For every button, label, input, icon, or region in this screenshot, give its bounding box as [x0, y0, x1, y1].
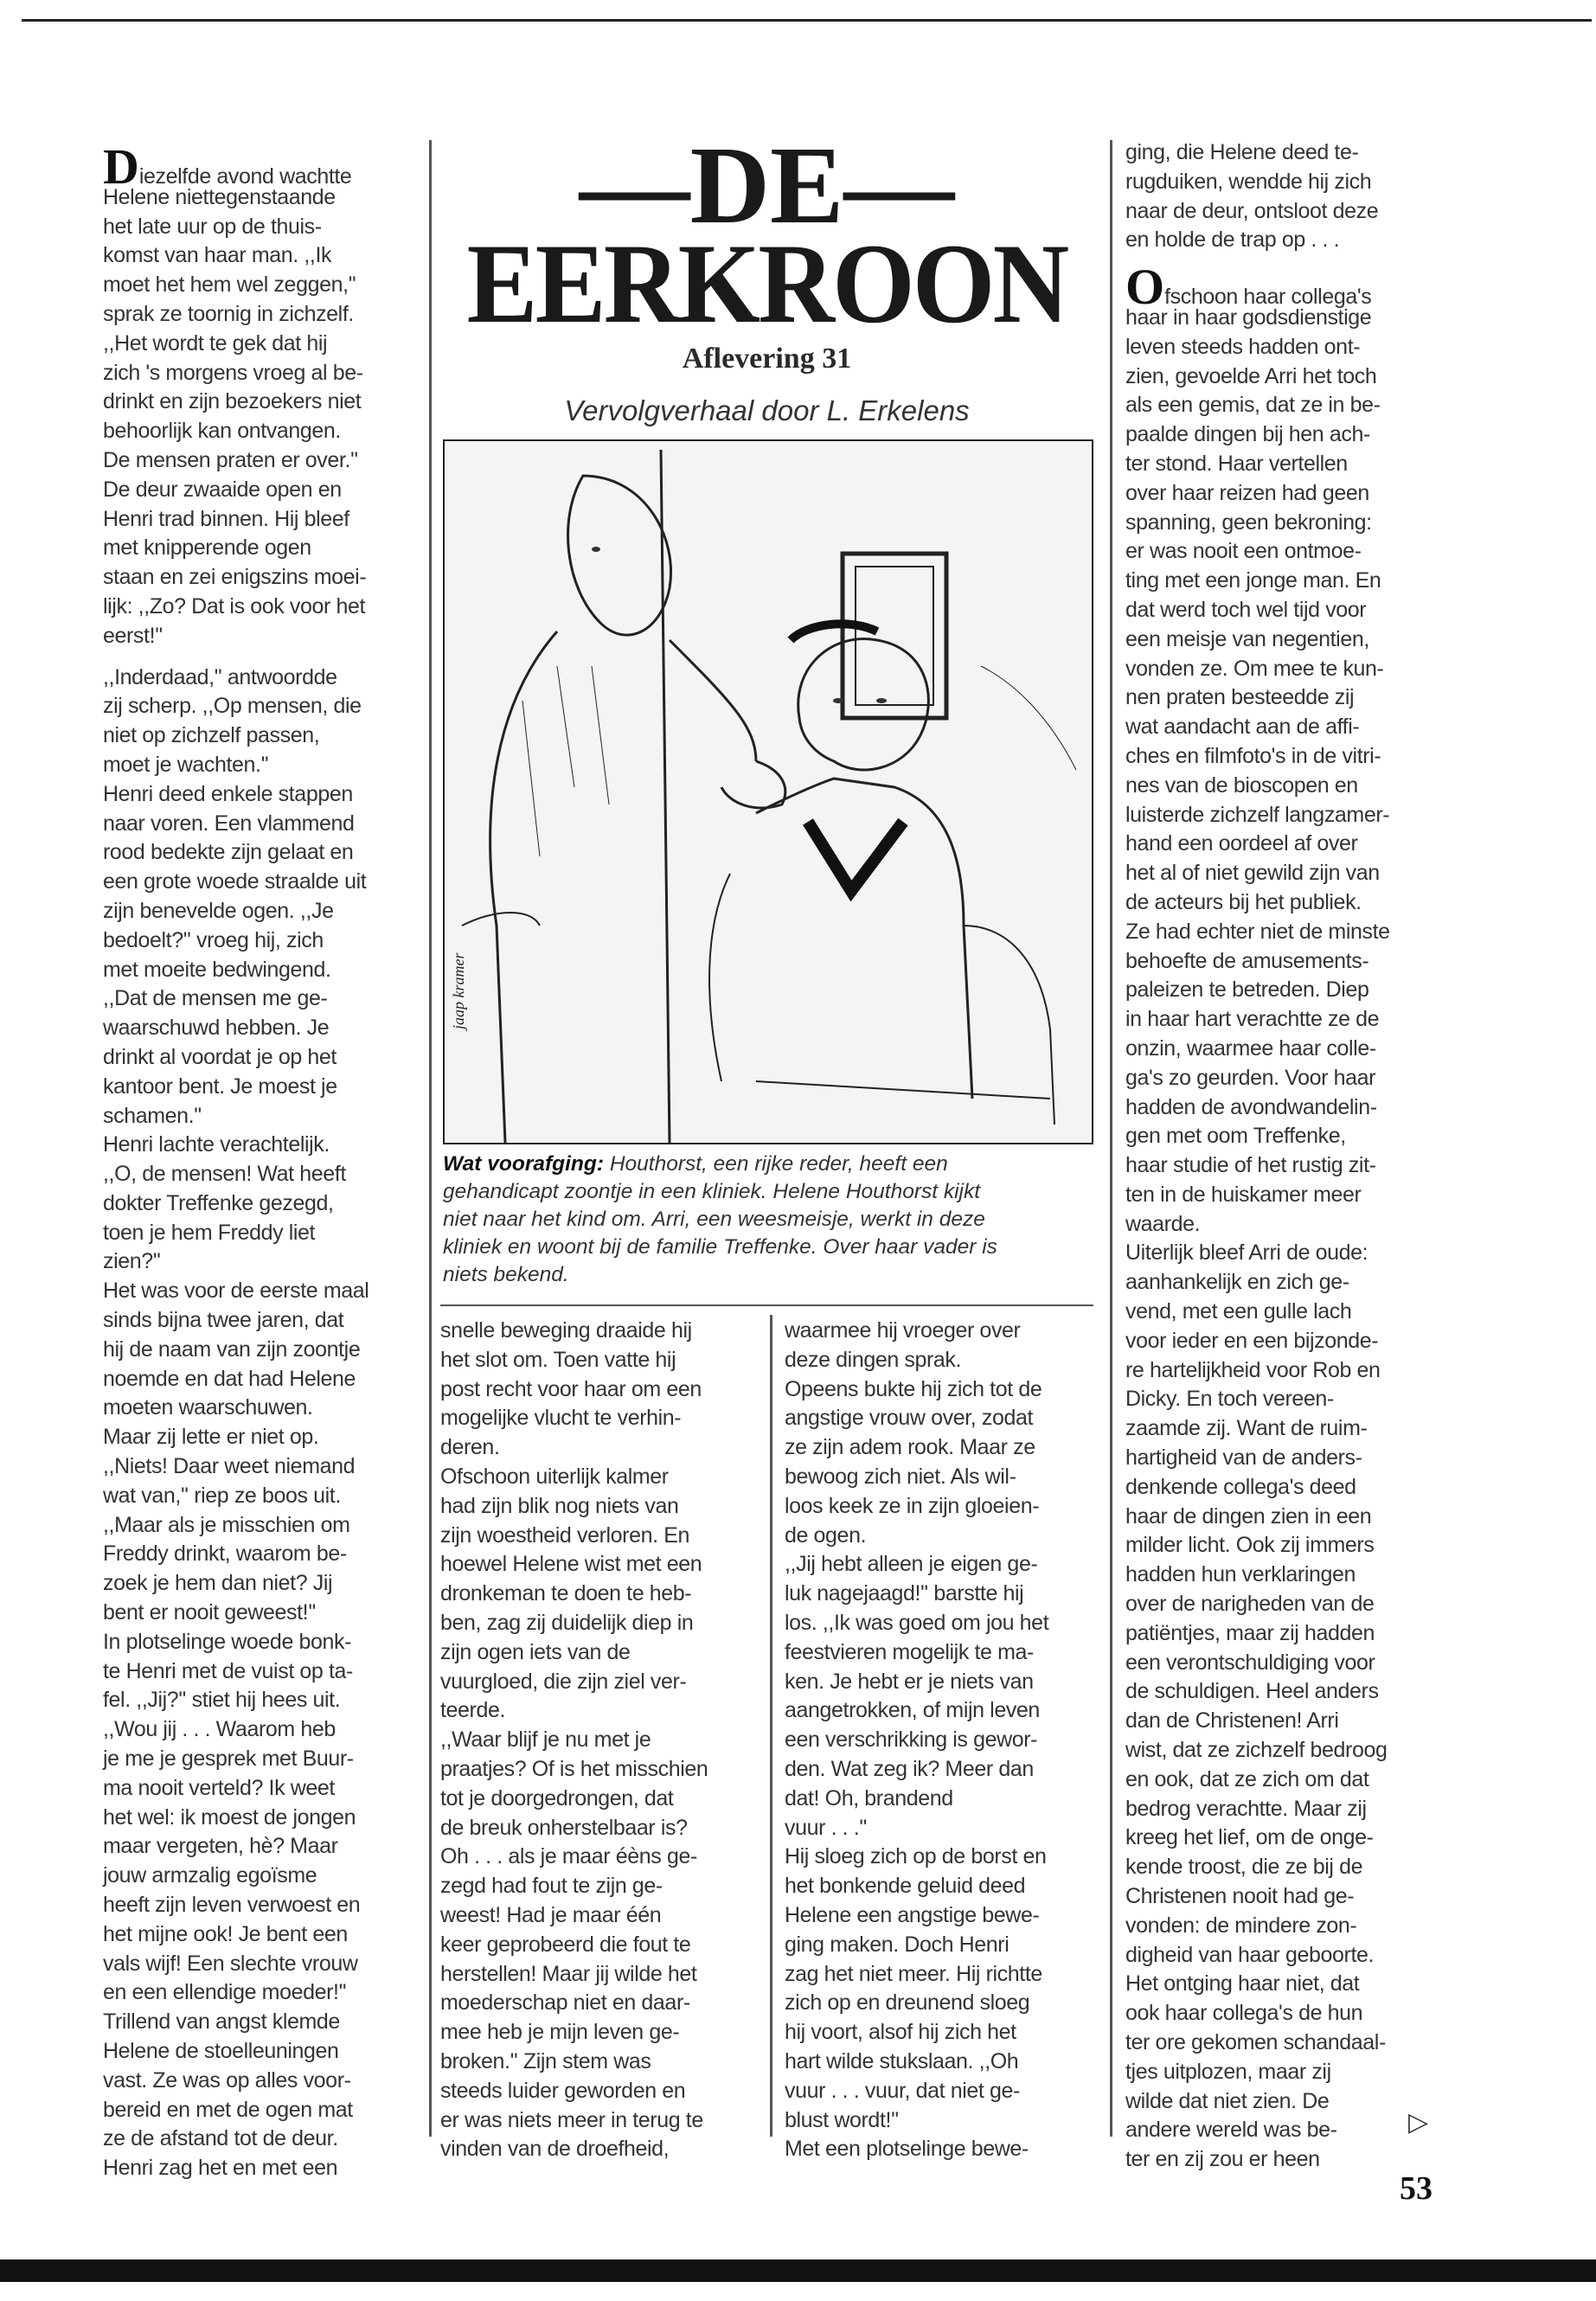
- text-line: moet je wachten.'': [103, 752, 269, 777]
- text-line: herstellen! Maar jij wilde het: [440, 1961, 697, 1986]
- text-line: luisterde zichzelf langzamer-: [1125, 802, 1390, 827]
- text-line: Helene niettegenstaande: [103, 184, 336, 209]
- text-line: Opeens bukte hij zich tot de: [785, 1376, 1042, 1401]
- text-line: bereid en met de ogen mat: [103, 2097, 353, 2122]
- text-line: er was nooit een ontmoe-: [1125, 539, 1362, 564]
- text-line: praatjes? Of is het misschien: [440, 1756, 708, 1781]
- text-line: vuur . . . vuur, dat niet ge-: [785, 2078, 1020, 2103]
- text-line: digheid van haar geboorte.: [1125, 1942, 1375, 1967]
- text-line: rood bedekte zijn gelaat en: [103, 840, 354, 865]
- text-line: het slot om. Toen vatte hij: [440, 1347, 676, 1372]
- drop-cap: O: [1125, 259, 1165, 316]
- text-line: nen praten besteedde zij: [1125, 685, 1355, 710]
- text-line: hand een oordeel af over: [1125, 831, 1358, 856]
- text-line: hadden hun verklaringen: [1125, 1562, 1356, 1587]
- text-line: Hij sloeg zich op de borst en: [785, 1844, 1047, 1869]
- text-line: zich 's morgens vroeg al be-: [103, 360, 363, 385]
- text-line: te Henri met de vuist op ta-: [103, 1658, 353, 1683]
- column-divider: [429, 140, 432, 2137]
- text-line: Henri lachte verachtelijk.: [103, 1132, 330, 1157]
- text-line: een verontschuldiging voor: [1125, 1650, 1375, 1675]
- text-line: vuur . . .'': [785, 1815, 868, 1840]
- artist-signature: jaap kramer: [450, 952, 467, 1029]
- text-line: dokter Treffenke gezegd,: [103, 1190, 334, 1215]
- text-line: loos keek ze in zijn gloeien-: [785, 1493, 1040, 1518]
- text-line: paleizen te betreden. Diep: [1125, 977, 1369, 1003]
- text-line: ga's zo geurden. Voor haar: [1125, 1065, 1376, 1090]
- text-line: ,,Wou jij . . . Waarom heb: [103, 1717, 336, 1742]
- text-line: bent er nooit geweest!'': [103, 1600, 316, 1625]
- drop-cap: D: [103, 138, 139, 195]
- story-recap-caption: [443, 1150, 1093, 1289]
- caption-line: niets bekend.: [443, 1263, 569, 1286]
- text-line: zij scherp. ,,Op mensen, die: [103, 694, 362, 719]
- bottom-border-bar: [0, 2259, 1596, 2282]
- text-line: teerde.: [440, 1698, 506, 1723]
- text-line: deren.: [440, 1435, 500, 1460]
- text-line: wat aandacht aan de affi-: [1125, 715, 1360, 740]
- text-line: tot je doorgedrongen, dat: [440, 1785, 674, 1811]
- text-line: er was niets meer in terug te: [440, 2107, 703, 2132]
- title-de: —DE—: [579, 124, 955, 247]
- text-line: post recht voor haar om een: [440, 1376, 702, 1401]
- text-line: hartigheid van de anders-: [1125, 1445, 1362, 1471]
- text-line: maar vergeten, hè? Maar: [103, 1834, 338, 1859]
- text-line: vals wijf! Een slechte vrouw: [103, 1951, 358, 1976]
- text-line: ,,Waar blijf je nu met je: [440, 1727, 651, 1753]
- text-line: haar de dingen zien in een: [1125, 1503, 1372, 1529]
- text-line: dat werd toch wel tijd voor: [1125, 597, 1367, 622]
- story-illustration: [443, 439, 1093, 1144]
- text-line: behoefte de amusements-: [1125, 948, 1369, 973]
- text-line: de breuk onherstelbaar is?: [440, 1815, 688, 1840]
- text-line: in haar hart verachtte ze de: [1125, 1007, 1380, 1032]
- text-line: ze zijn adem rook. Maar ze: [785, 1435, 1035, 1460]
- text-line: kende troost, die ze bij de: [1125, 1855, 1363, 1880]
- text-line: wist, dat ze zichzelf bedroog: [1125, 1738, 1388, 1763]
- text-line: Met een plotselinge bewe-: [785, 2137, 1029, 2162]
- text-line: dronkeman te doen te heb-: [440, 1581, 692, 1606]
- text-line: onzin, waarmee haar colle-: [1125, 1035, 1376, 1061]
- text-line: dan de Christenen! Arri: [1125, 1708, 1339, 1734]
- text-line: een grote woede straalde uit: [103, 869, 367, 894]
- text-line: ting met een jonge man. En: [1125, 568, 1381, 593]
- text-line: Henri deed enkele stappen: [103, 781, 353, 806]
- text-line: los. ,,Ik was goed om jou het: [785, 1610, 1049, 1635]
- caption-line: gehandicapt zoontje in een kliniek. Helene Houthorst kijkt: [443, 1180, 981, 1203]
- text-line: Helene de stoelleuningen: [103, 2039, 339, 2063]
- title-eerkroon: EERKROON: [466, 220, 1067, 347]
- text-line: moet het hem wel zeggen,'': [103, 272, 356, 298]
- text-line: ten in de huiskamer meer: [1125, 1182, 1362, 1207]
- text-line: het bonkende geluid deed: [785, 1874, 1026, 1899]
- text-line: hij voort, alsof hij zich het: [785, 2020, 1016, 2045]
- text-line: steeds luider geworden en: [440, 2078, 686, 2103]
- byline: Vervolgverhaal door L. Erkelens: [564, 394, 970, 426]
- text-line: en een ellendige moeder!'': [103, 1980, 347, 2005]
- text-line: zich op en dreunend sloeg: [785, 1990, 1030, 2016]
- text-line: zien, gevoelde Arri het toch: [1125, 363, 1377, 388]
- text-line: iezelfde avond wachtte: [138, 164, 352, 189]
- text-line: Trillend van angst klemde: [103, 2009, 340, 2035]
- text-line: de schuldigen. Heel anders: [1125, 1679, 1379, 1704]
- text-line: mee heb je mijn leven ge-: [440, 2020, 680, 2045]
- text-line: met moeite bedwingend.: [103, 957, 331, 982]
- text-line: over de narigheden van de: [1125, 1592, 1375, 1617]
- text-line: zijn benevelde ogen. ,,Je: [103, 898, 334, 923]
- text-line: zijn woestheid verloren. En: [440, 1522, 689, 1548]
- text-line: zijn ogen iets van de: [440, 1639, 631, 1664]
- text-line: bewoog zich niet. Als wil-: [785, 1464, 1016, 1489]
- text-line: hoewel Helene wist met een: [440, 1552, 702, 1577]
- text-line: vuurgloed, die zijn ziel ver-: [440, 1669, 687, 1694]
- text-line: kreeg het lief, om de onge-: [1125, 1825, 1374, 1850]
- text-line: ter stond. Haar vertellen: [1125, 451, 1348, 476]
- text-line: het al of niet gewild zijn van: [1125, 861, 1380, 886]
- text-line: als een gemis, dat ze in be-: [1125, 393, 1381, 418]
- text-line: sinds bijna twee jaren, dat: [103, 1308, 344, 1333]
- text-line: behoorlijk kan ontvangen.: [103, 419, 341, 444]
- text-line: Uiterlijk bleef Arri de oude:: [1125, 1240, 1368, 1266]
- text-line: paalde dingen bij hen ach-: [1125, 422, 1370, 447]
- caption-line: niet naar het kind om. Arri, een weesmeisje, werkt in deze: [443, 1208, 985, 1231]
- text-line: ,,Inderdaad,'' antwoordde: [103, 664, 337, 689]
- text-line: jouw armzalig egoïsme: [103, 1863, 317, 1888]
- text-line: De mensen praten er over.'': [103, 447, 358, 472]
- text-line: zegd had fout te zijn ge-: [440, 1874, 663, 1899]
- text-line: snelle beweging draaide hij: [440, 1318, 692, 1343]
- text-line: aangetrokken, of mijn leven: [785, 1698, 1040, 1723]
- text-line: Oh . . . als je maar éèns ge-: [440, 1844, 697, 1869]
- top-border-rule: [22, 19, 1592, 22]
- text-line: vend, met een gulle lach: [1125, 1299, 1352, 1324]
- text-line: nes van de bioscopen en: [1125, 772, 1358, 798]
- text-line: staan en zei enigszins moei-: [103, 565, 367, 590]
- text-line: ben, zag zij duidelijk diep in: [440, 1610, 694, 1635]
- caption-line: Houthorst, een rijke reder, heeft een: [604, 1152, 948, 1176]
- text-line: fschoon haar collega's: [1164, 285, 1372, 310]
- text-line: niet op zichzelf passen,: [103, 723, 320, 748]
- text-line: hart wilde stukslaan. ,,Oh: [785, 2048, 1019, 2073]
- text-line: vinden van de droefheid,: [440, 2137, 670, 2162]
- text-line: een verschrikking is gewor-: [785, 1727, 1038, 1753]
- text-line: keer geprobeerd die fout te: [440, 1932, 691, 1957]
- text-line: Het ontging haar niet, dat: [1125, 1971, 1360, 1997]
- continue-arrow-icon: ▷: [1408, 2108, 1429, 2137]
- text-line: feestvieren mogelijk te ma-: [785, 1639, 1034, 1664]
- text-line: komst van haar man. ,,Ik: [103, 243, 332, 268]
- text-line: moeten waarschuwen.: [103, 1395, 313, 1420]
- text-line: kantoor bent. Je moest je: [103, 1074, 337, 1099]
- article-column-3: [785, 1317, 1048, 2164]
- text-line: ,,Niets! Daar weet niemand: [103, 1454, 356, 1479]
- illustration-drawing: [445, 441, 1092, 1143]
- text-line: ter en zij zou er heen: [1125, 2147, 1320, 2172]
- text-line: schamen.'': [103, 1103, 202, 1128]
- text-line: moederschap niet en daar-: [440, 1990, 690, 2016]
- text-line: [1125, 259, 1390, 316]
- text-line: met knipperende ogen: [103, 535, 311, 561]
- caption-line: kliniek en woont bij de familie Treffenke. Over haar vader is: [443, 1235, 997, 1259]
- text-line: mogelijke vlucht te verhin-: [440, 1406, 682, 1431]
- text-line: voor ieder en een bijzonde-: [1125, 1328, 1379, 1353]
- text-line: weest! Had je maar één: [440, 1902, 662, 1927]
- caption-divider: [440, 1304, 1093, 1306]
- text-line: een meisje van negentien,: [1125, 626, 1369, 651]
- text-line: luk nagejaagd!'' barstte hij: [785, 1581, 1024, 1606]
- text-line: vonden: de mindere zon-: [1125, 1913, 1357, 1938]
- text-line: vonden ze. Om mee te kun-: [1125, 656, 1384, 681]
- text-line: Het was voor de eerste maal: [103, 1279, 369, 1304]
- text-line: ging maken. Doch Henri: [785, 1932, 1010, 1957]
- text-line: Freddy drinkt, waarom be-: [103, 1541, 347, 1567]
- text-line: vast. Ze was op alles voor-: [103, 2067, 351, 2093]
- text-line: had zijn blik nog niets van: [440, 1493, 679, 1518]
- text-line: eerst!'': [103, 623, 163, 648]
- text-line: ma nooit verteld? Ik weet: [103, 1775, 335, 1800]
- text-line: haar in haar godsdienstige: [1125, 304, 1372, 330]
- text-line: patiëntjes, maar zij hadden: [1125, 1620, 1375, 1645]
- text-line: deze dingen sprak.: [785, 1347, 962, 1372]
- text-line: hadden de avondwandelin-: [1125, 1094, 1377, 1119]
- text-line: fel. ,,Jij?'' stiet hij hees uit.: [103, 1688, 341, 1713]
- text-line: en holde de trap op . . .: [1125, 228, 1340, 253]
- text-line: ging, die Helene deed te-: [1125, 140, 1359, 164]
- text-line: het late uur op de thuis-: [103, 214, 322, 239]
- text-line: Maar zij lette er niet op.: [103, 1425, 319, 1450]
- text-line: Helene een angstige bewe-: [785, 1902, 1040, 1927]
- text-line: sprak ze toornig in zichzelf.: [103, 301, 354, 326]
- text-line: ken. Je hebt er je niets van: [785, 1669, 1034, 1694]
- text-line: ook haar collega's de hun: [1125, 2001, 1363, 2026]
- paragraph-gap: [103, 651, 369, 663]
- column-divider: [1110, 140, 1112, 2137]
- text-line: gen met oom Treffenke,: [1125, 1124, 1346, 1149]
- text-line: zoek je hem dan niet? Jij: [103, 1571, 333, 1596]
- text-line: denkende collega's deed: [1125, 1474, 1356, 1499]
- text-line: angstige vrouw over, zodat: [785, 1406, 1034, 1431]
- text-line: re hartelijkheid voor Rob en: [1125, 1357, 1381, 1382]
- article-column-2: [440, 1317, 708, 2164]
- text-line: zaamde zij. Want de ruim-: [1125, 1416, 1368, 1441]
- text-line: Henri zag het en met een: [103, 2156, 338, 2181]
- text-line: wat van,'' riep ze boos uit.: [103, 1483, 341, 1508]
- text-line: ,,Jij hebt alleen je eigen ge-: [785, 1552, 1038, 1577]
- text-line: waarschuwd hebben. Je: [103, 1016, 330, 1041]
- text-line: hij de naam van zijn zoontje: [103, 1336, 361, 1362]
- paragraph-gap: [1125, 255, 1390, 274]
- text-line: bedoelt?'' vroeg hij, zich: [103, 927, 324, 952]
- text-line: den. Wat zeg ik? Meer dan: [785, 1756, 1034, 1781]
- text-line: noemde en dat had Helene: [103, 1366, 356, 1391]
- text-line: zag het niet meer. Hij richtte: [785, 1961, 1042, 1986]
- episode-label: Aflevering 31: [682, 343, 852, 375]
- text-line: drinkt en zijn bezoekers niet: [103, 389, 362, 414]
- text-line: ,,Dat de mensen me ge-: [103, 986, 328, 1011]
- text-line: de ogen.: [785, 1522, 867, 1548]
- text-line: ze de afstand tot de deur.: [103, 2126, 338, 2151]
- text-line: over haar reizen had geen: [1125, 480, 1369, 505]
- text-line: het mijne ook! Je bent een: [103, 1921, 348, 1946]
- text-line: dat! Oh, brandend: [785, 1785, 953, 1811]
- text-line: naar de deur, ontsloot deze: [1125, 198, 1379, 223]
- text-line: spanning, geen bekroning:: [1125, 510, 1372, 535]
- page-number: 53: [1400, 2170, 1433, 2207]
- text-line: ter ore gekomen schandaal-: [1125, 2030, 1386, 2054]
- text-line: milder licht. Ook zij immers: [1125, 1533, 1375, 1558]
- text-line: aanhankelijk en zich ge-: [1125, 1270, 1349, 1295]
- text-line: je me je gesprek met Buur-: [103, 1747, 354, 1772]
- text-line: drinkt al voordat je op het: [103, 1044, 337, 1069]
- text-line: leven steeds hadden ont-: [1125, 334, 1361, 359]
- text-line: de acteurs bij het publiek.: [1125, 889, 1362, 914]
- text-line: ,,Maar als je misschien om: [103, 1512, 350, 1537]
- text-line: Ofschoon uiterlijk kalmer: [440, 1464, 669, 1489]
- text-line: Henri trad binnen. Hij bleef: [103, 506, 349, 531]
- text-line: Dicky. En toch vereen-: [1125, 1387, 1334, 1412]
- text-line: tjes uitplozen, maar zij: [1125, 2059, 1331, 2084]
- text-line: ,,Het wordt te gek dat hij: [103, 330, 328, 356]
- text-line: heeft zijn leven verwoest en: [103, 1893, 361, 1918]
- text-line: Christenen nooit had ge-: [1125, 1884, 1355, 1909]
- text-line: ches en filmfoto's in de vitri-: [1125, 743, 1381, 768]
- column-divider: [770, 1315, 772, 2137]
- text-line: Ze had echter niet de minste: [1125, 919, 1390, 944]
- text-line: andere wereld was be-: [1125, 2118, 1337, 2143]
- text-line: naar voren. Een vlammend: [103, 811, 355, 836]
- text-line: wilde dat niet zien. De: [1125, 2088, 1330, 2113]
- text-line: ,,O, de mensen! Wat heeft: [103, 1162, 346, 1187]
- text-line: bedrog verachtte. Maar zij: [1125, 1796, 1367, 1821]
- caption-lead: Wat voorafging:: [443, 1152, 605, 1176]
- text-line: waarde.: [1125, 1211, 1201, 1236]
- text-line: het wel: ik moest de jongen: [103, 1804, 356, 1830]
- text-line: zien?'': [103, 1249, 161, 1274]
- text-line: haar studie of het rustig zit-: [1125, 1153, 1376, 1178]
- text-line: De deur zwaaide open en: [103, 477, 342, 502]
- text-line: In plotselinge woede bonk-: [103, 1629, 352, 1654]
- text-line: rugduiken, wendde hij zich: [1125, 169, 1372, 194]
- text-line: broken.'' Zijn stem was: [440, 2048, 651, 2073]
- text-line: waarmee hij vroeger over: [785, 1318, 1021, 1343]
- text-line: en ook, dat ze zich om dat: [1125, 1766, 1369, 1791]
- text-line: toen je hem Freddy liet: [103, 1220, 316, 1245]
- text-line: blust wordt!'': [785, 2107, 899, 2132]
- article-column-1: [103, 138, 369, 2183]
- article-column-4: [1125, 138, 1390, 2175]
- text-line: lijk: ,,Zo? Dat is ook voor het: [103, 593, 366, 619]
